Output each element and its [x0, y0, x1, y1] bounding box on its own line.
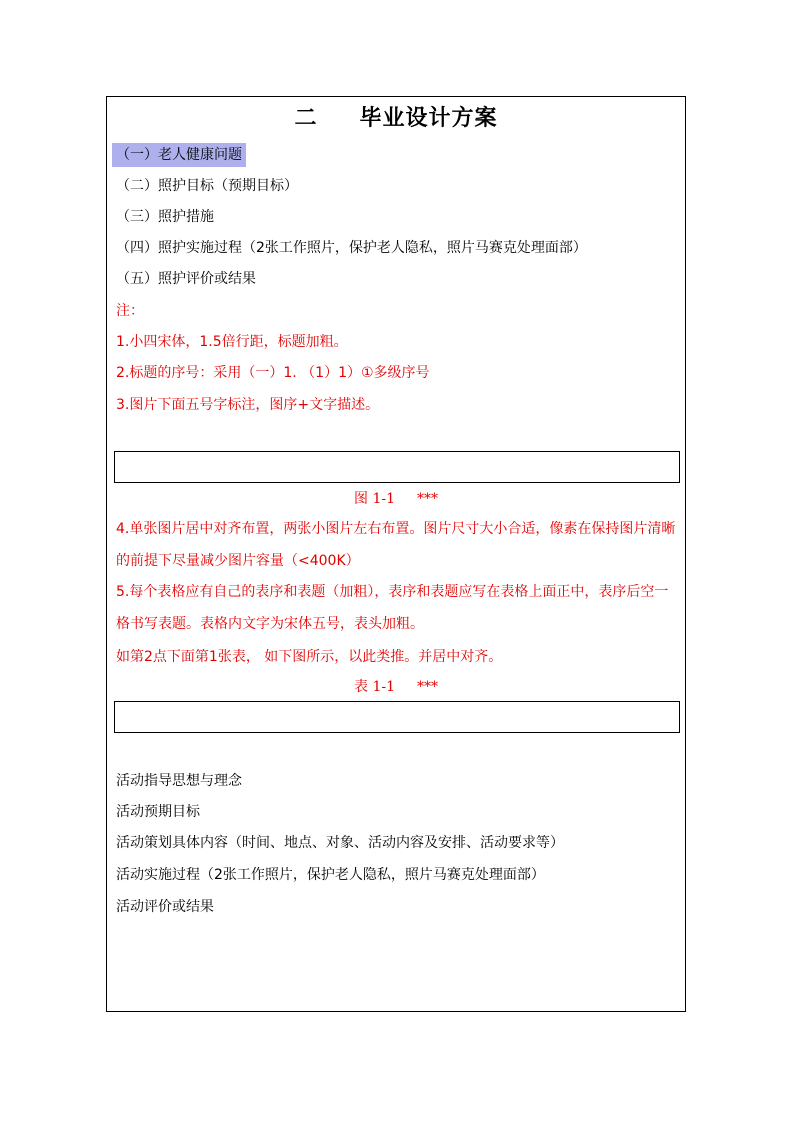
table-caption-num: 表 1-1	[354, 679, 395, 695]
note-2: 2.标题的序号：采用（一）1. （1）1）①多级序号	[116, 365, 430, 381]
note-4: 4.单张图片居中对齐布置，两张小图片左右布置。图片尺寸大小合适，像素在保持图片清晰的前提下尽量减少图片容量（<400K）	[116, 521, 676, 569]
title-text: 毕业设计方案	[359, 106, 498, 131]
figure-caption-text: ***	[417, 491, 438, 507]
activity-5: 活动评价或结果	[116, 899, 214, 915]
note-3: 3.图片下面五号字标注，图序+文字描述。	[116, 397, 380, 413]
figure-caption-num: 图 1-1	[354, 491, 395, 507]
section-1	[116, 146, 246, 164]
note-1: 1.小四宋体，1.5倍行距，标题加粗。	[116, 334, 348, 350]
activity-3: 活动策划具体内容（时间、地点、对象、活动内容及安排、活动要求等）	[116, 835, 564, 851]
section-4: （四）照护实施过程（2张工作照片，保护老人隐私，照片马赛克处理面部）	[116, 240, 587, 256]
note-label: 注：	[116, 303, 144, 319]
table-caption	[106, 678, 686, 696]
title-number: 二	[294, 106, 318, 131]
section-5: （五）照护评价或结果	[116, 271, 256, 287]
section-3: （三）照护措施	[116, 209, 214, 225]
table-placeholder	[114, 701, 680, 733]
note-6: 如第2点下面第1张表， 如下图所示，以此类推。并居中对齐。	[116, 649, 503, 665]
section-1-highlight: （一）老人健康问题	[112, 143, 246, 167]
activity-2: 活动预期目标	[116, 804, 200, 820]
figure-placeholder	[114, 451, 680, 483]
activity-1: 活动指导思想与理念	[116, 773, 242, 789]
page-title	[106, 104, 686, 134]
figure-caption	[106, 490, 686, 508]
activity-4: 活动实施过程（2张工作照片，保护老人隐私，照片马赛克处理面部）	[116, 867, 545, 883]
note-5: 5.每个表格应有自己的表序和表题（加粗），表序和表题应写在表格上面正中，表序后空一格书写表题。表格内文字为宋体五号，表头加粗。	[116, 584, 669, 632]
table-caption-text: ***	[417, 679, 438, 695]
section-2: （二）照护目标（预期目标）	[116, 178, 298, 194]
